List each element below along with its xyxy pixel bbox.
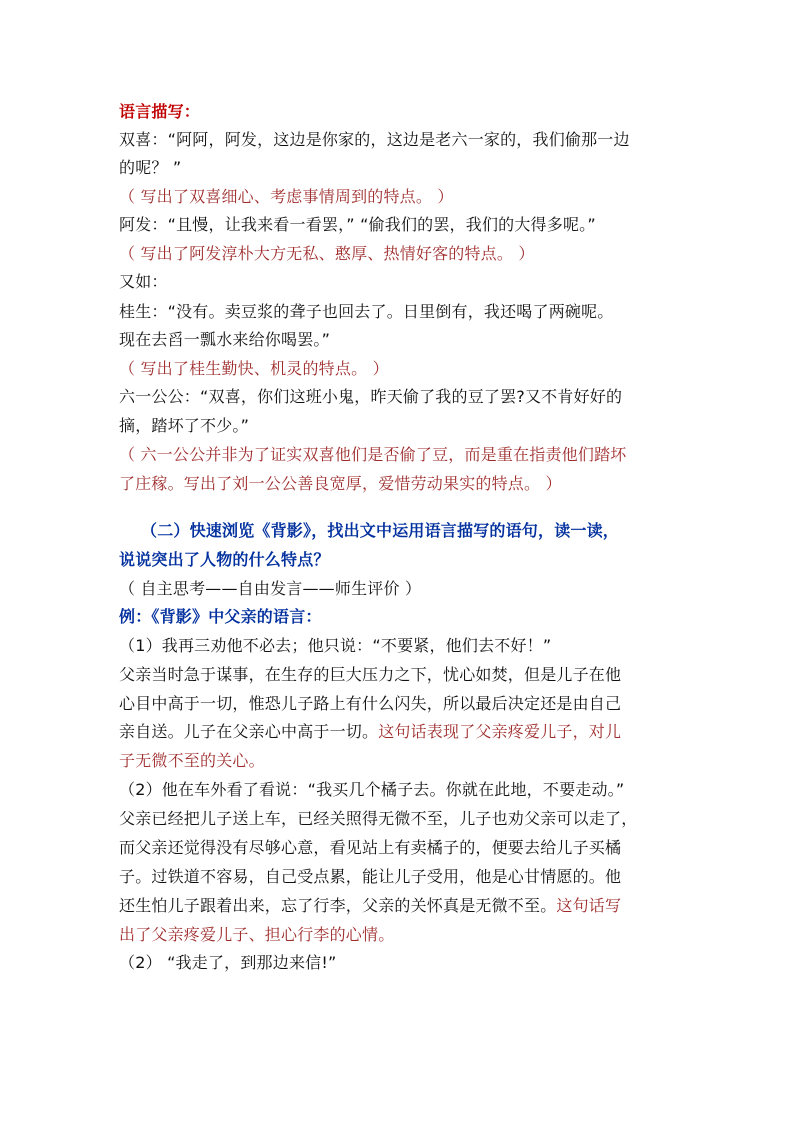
analysis-1-line3 [119,722,679,742]
dialogue-shuangxi-line1: 双喜：“阿阿，阿发，这边是你家的，这边是老六一家的，我们偷那一边 [119,130,630,149]
text-another-example: 又如： [119,272,168,291]
father-quote-2: （2）他在车外看了看说：“我买几个橘子去。你就在此地，不要走动。” [119,780,625,799]
analysis-1-line1: 父亲当时急于谋事，在生存的巨大压力之下，忧心如焚，但是儿子在他 [119,665,622,684]
note-liuyigonggong-line2: 了庄稼。写出了刘一公公善良宽厚，爱惜劳动果实的特点。 ） [119,474,562,493]
dialogue-liuyigonggong-line2: 摘，踏坏了不少。” [119,416,250,435]
section-heading-language-description: 语言描写： [119,102,201,121]
analysis-1-line3-plain: 亲自送。儿子在父亲心中高于一切。 [119,722,379,741]
question-line2: 说说突出了人物的什么特点？ [119,550,330,569]
dialogue-shuangxi-line2: 的呢？ ” [119,158,182,177]
note-shuangxi: （ 写出了双喜细心、考虑事情周到的特点。 ） [119,187,454,206]
dialogue-afa: 阿发：“且慢，让我来看一看罢，” “偷我们的罢，我们的大得多呢。” [119,215,596,234]
analysis-1-line3-highlight: 这句话表现了父亲疼爱儿子，对儿 [378,722,622,741]
analysis-2-line4 [119,896,679,916]
analysis-2-line5-highlight: 出了父亲疼爱儿子、担心行李的心情。 [119,925,395,944]
analysis-2-line2: 而父亲还觉得没有尽够心意，看见站上有卖橘子的，便要去给儿子买橘 [119,838,622,857]
analysis-2-line4-highlight: 这句话写 [556,896,622,915]
analysis-2-line1: 父亲已经把儿子送上车，已经关照得无微不至，儿子也劝父亲可以走了， [119,809,638,828]
dialogue-guisheng-line1: 桂生：“没有。卖豆浆的聋子也回去了。日里倒有，我还喝了两碗呢。 [119,302,614,321]
father-quote-3: （2） “我走了，到那边来信!” [119,953,337,972]
analysis-1-line4-highlight: 子无微不至的关心。 [119,751,265,770]
note-guisheng: （ 写出了桂生勤快、机灵的特点。 ） [119,359,389,378]
process-note: （ 自主思考——自由发言——师生评价 ） [119,579,422,598]
dialogue-guisheng-line2: 现在去舀一瓢水来给你喝罢。” [119,330,331,349]
analysis-2-line3: 子。过铁道不容易，自己受点累，能让儿子受用，他是心甘情愿的。他 [119,867,622,886]
father-quote-1: （1）我再三劝他不必去；他只说：“不要紧，他们去不好！” [119,636,552,655]
example-heading: 例：《背影》中父亲的语言： [119,607,322,626]
question-line1: （二）快速浏览《背影》，找出文中运用语言描写的语句，读一读， [141,521,620,540]
analysis-1-line2: 心目中高于一切，惟恐儿子路上有什么闪失，所以最后决定还是由自己 [119,694,622,713]
analysis-2-line4-plain: 还生怕儿子跟着出来，忘了行李，父亲的关怀真是无微不至。 [119,896,557,915]
note-liuyigonggong-line1: （ 六一公公并非为了证实双喜他们是否偷了豆，而是重在指责他们踏坏 [119,445,627,464]
dialogue-liuyigonggong-line1: 六一公公：“双喜，你们这班小鬼，昨天偷了我的豆了罢?又不肯好好的 [119,387,623,406]
note-afa: （ 写出了阿发淳朴大方无私、憨厚、热情好客的特点。 ） [119,244,535,263]
